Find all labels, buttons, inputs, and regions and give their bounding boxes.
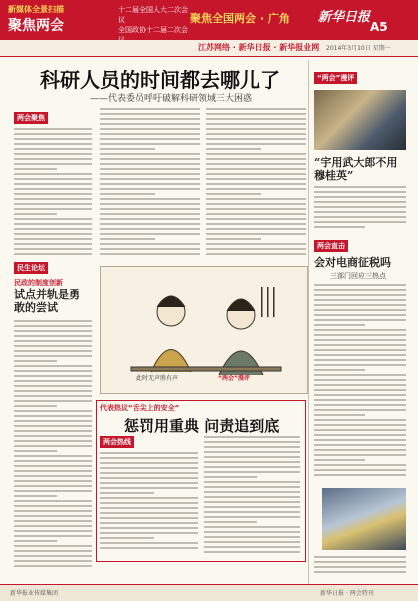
text-line	[100, 203, 200, 205]
session-line2: 全国政协十二届二次会	[118, 26, 188, 34]
text-line	[204, 546, 300, 548]
logo-line1: 新媒体全景扫描	[8, 5, 64, 14]
text-line	[206, 168, 306, 170]
text-line	[314, 419, 406, 421]
text-line	[14, 233, 92, 235]
sub-header-news: 江苏网络 · 新华日报 · 新华报业网	[198, 43, 320, 52]
text-line	[14, 565, 92, 567]
text-line	[314, 299, 406, 301]
text-line	[14, 330, 92, 332]
text-line	[100, 113, 200, 115]
footer-right: 新华日报 · 两会特刊	[320, 590, 374, 597]
text-line	[206, 133, 306, 135]
text-line	[14, 128, 92, 130]
text-line	[14, 158, 92, 160]
text-line	[206, 113, 306, 115]
text-line	[100, 193, 155, 195]
text-lines	[204, 436, 300, 553]
text-line	[100, 527, 198, 529]
text-line	[204, 451, 300, 453]
text-line	[14, 465, 92, 467]
text-line	[14, 505, 92, 507]
text-line	[14, 490, 92, 492]
text-line	[14, 148, 92, 150]
text-line	[314, 304, 406, 306]
article-subtitle: ——代表委员呼吁破解科研领域三大困惑	[90, 94, 253, 104]
text-line	[14, 355, 92, 357]
text-line	[314, 314, 406, 316]
text-line	[100, 547, 198, 549]
text-line	[14, 455, 92, 457]
text-line	[100, 502, 198, 504]
text-line	[314, 409, 406, 411]
text-line	[100, 507, 198, 509]
text-line	[314, 206, 406, 208]
text-line	[100, 233, 200, 235]
text-line	[206, 108, 306, 110]
text-line	[14, 208, 92, 210]
text-line	[14, 360, 57, 362]
text-line	[314, 556, 406, 558]
cartoon-drawing	[101, 267, 307, 393]
text-line	[14, 440, 92, 442]
right-mid-headline: 会对电商征税吗	[314, 256, 391, 269]
text-lines	[314, 556, 406, 573]
middle-column-text-1	[100, 108, 200, 260]
text-line	[206, 203, 306, 205]
text-line	[314, 454, 406, 456]
section-focus: 聚焦全国两会 · 广角	[190, 12, 290, 25]
text-line	[204, 446, 300, 448]
left-column-text-1	[14, 128, 92, 258]
text-line	[206, 163, 306, 165]
left-column-text-2	[14, 320, 92, 570]
text-line	[204, 541, 300, 543]
text-line	[204, 476, 257, 478]
feature-text-1	[100, 452, 198, 556]
text-line	[100, 118, 200, 120]
text-line	[100, 532, 198, 534]
text-line	[100, 462, 198, 464]
text-line	[14, 350, 92, 352]
text-line	[14, 340, 92, 342]
text-line	[14, 395, 92, 397]
text-line	[14, 325, 92, 327]
text-line	[314, 384, 406, 386]
text-line	[100, 487, 198, 489]
text-line	[14, 540, 57, 542]
text-line	[100, 133, 200, 135]
text-line	[100, 143, 200, 145]
text-line	[206, 198, 306, 200]
text-line	[204, 491, 300, 493]
text-line	[206, 238, 261, 240]
text-line	[314, 319, 406, 321]
text-line	[206, 173, 306, 175]
text-line	[14, 168, 57, 170]
text-line	[206, 143, 306, 145]
section-label-left-top: 两会聚焦	[14, 112, 48, 124]
text-line	[206, 118, 306, 120]
text-line	[100, 153, 200, 155]
text-line	[100, 248, 200, 250]
text-line	[314, 571, 406, 573]
text-line	[14, 515, 92, 517]
right-column-text-1	[314, 186, 406, 234]
text-line	[14, 163, 92, 165]
text-line	[14, 153, 92, 155]
text-line	[14, 530, 92, 532]
event-logo	[8, 4, 116, 36]
text-line	[314, 474, 406, 476]
section-label-left-mid: 民生论坛	[14, 262, 48, 274]
text-line	[314, 444, 406, 446]
text-line	[314, 424, 406, 426]
feature-headline: 惩罚用重典 问责追到底	[124, 417, 280, 435]
text-line	[204, 496, 300, 498]
text-line	[100, 243, 200, 245]
text-line	[14, 470, 92, 472]
text-line	[206, 208, 306, 210]
text-line	[14, 535, 92, 537]
text-line	[204, 461, 300, 463]
text-line	[314, 324, 365, 326]
text-line	[100, 148, 155, 150]
text-line	[14, 143, 92, 145]
text-line	[204, 536, 300, 538]
text-line	[206, 158, 306, 160]
page-footer	[0, 584, 418, 601]
text-line	[14, 188, 92, 190]
logo-line2: 聚焦两会	[8, 18, 64, 34]
text-line	[100, 517, 198, 519]
text-line	[314, 434, 406, 436]
text-lines	[314, 284, 406, 476]
right-mid-subhead: 三部门回应三热点	[330, 272, 386, 280]
text-line	[204, 466, 300, 468]
text-line	[14, 370, 92, 372]
text-line	[14, 253, 92, 255]
text-line	[100, 213, 200, 215]
text-line	[14, 480, 92, 482]
text-lines	[100, 108, 200, 255]
text-lines	[100, 452, 198, 549]
text-line	[100, 188, 200, 190]
text-line	[204, 551, 300, 553]
text-line	[206, 153, 306, 155]
text-line	[314, 414, 365, 416]
session-photo	[322, 488, 406, 550]
text-line	[314, 469, 406, 471]
right-top-headline: “宇用武大郎不用穆桂英”	[314, 156, 398, 182]
text-line	[206, 188, 306, 190]
text-line	[314, 369, 365, 371]
text-line	[14, 445, 92, 447]
text-line	[100, 218, 200, 220]
text-line	[14, 183, 92, 185]
text-line	[14, 405, 57, 407]
text-line	[14, 400, 92, 402]
text-line	[314, 404, 406, 406]
left-mid-kicker: 民政的制度创新	[14, 279, 63, 287]
text-line	[204, 521, 257, 523]
text-line	[204, 471, 300, 473]
text-line	[14, 320, 92, 322]
text-line	[206, 213, 306, 215]
cartoon-caption: 此时无声胜有声	[136, 375, 179, 382]
text-line	[14, 390, 92, 392]
text-line	[204, 501, 300, 503]
text-line	[14, 243, 92, 245]
text-line	[314, 294, 406, 296]
text-line	[314, 329, 406, 331]
text-line	[206, 248, 306, 250]
text-line	[14, 138, 92, 140]
text-line	[14, 450, 57, 452]
text-line	[14, 420, 92, 422]
text-line	[206, 223, 306, 225]
text-line	[314, 211, 406, 213]
text-line	[206, 233, 306, 235]
text-line	[14, 430, 92, 432]
text-line	[100, 223, 200, 225]
text-line	[100, 522, 198, 524]
text-line	[314, 186, 406, 188]
text-line	[100, 173, 200, 175]
text-line	[314, 459, 365, 461]
text-line	[314, 221, 406, 223]
text-line	[314, 289, 406, 291]
text-line	[100, 168, 200, 170]
text-line	[100, 238, 155, 240]
cartoon-label: “两会”漫评	[218, 375, 250, 382]
text-line	[14, 238, 92, 240]
text-line	[100, 108, 200, 110]
text-line	[314, 561, 406, 563]
text-line	[314, 439, 406, 441]
text-line	[14, 213, 57, 215]
text-line	[314, 216, 406, 218]
text-line	[100, 467, 198, 469]
cartoon-illustration	[100, 266, 308, 394]
text-line	[206, 148, 261, 150]
text-line	[314, 349, 406, 351]
text-line	[14, 415, 92, 417]
section-label-right-mid: 两会直击	[314, 240, 348, 252]
left-mid-headline: 试点并轨是勇敢的尝试	[14, 288, 80, 314]
text-line	[314, 566, 406, 568]
text-line	[206, 193, 261, 195]
text-line	[14, 525, 92, 527]
text-line	[314, 379, 406, 381]
text-line	[204, 516, 300, 518]
text-line	[14, 203, 92, 205]
footer-left: 新华报业传媒集团	[10, 590, 59, 597]
text-line	[100, 542, 198, 544]
text-line	[14, 555, 92, 557]
feature-section-label: 两会热线	[100, 436, 134, 448]
text-line	[14, 173, 92, 175]
text-line	[206, 128, 306, 130]
text-line	[14, 500, 92, 502]
text-line	[14, 248, 92, 250]
text-line	[206, 253, 306, 255]
text-line	[314, 359, 406, 361]
text-line	[14, 385, 92, 387]
text-line	[314, 394, 406, 396]
text-line	[100, 457, 198, 459]
text-line	[206, 243, 306, 245]
text-line	[14, 365, 92, 367]
right-column-text-2	[314, 284, 406, 482]
text-line	[204, 436, 300, 438]
text-line	[100, 178, 200, 180]
feature-kicker: 代表热议“舌尖上的安全”	[100, 404, 180, 412]
session-line1: 十二届全国人大二次会议	[118, 6, 188, 24]
text-line	[14, 218, 92, 220]
text-line	[14, 178, 92, 180]
text-line	[314, 344, 406, 346]
text-line	[314, 334, 406, 336]
sub-header	[0, 40, 418, 57]
text-line	[314, 364, 406, 366]
text-line	[14, 335, 92, 337]
text-line	[14, 410, 92, 412]
text-line	[206, 218, 306, 220]
text-line	[100, 452, 198, 454]
text-line	[100, 497, 198, 499]
text-line	[204, 441, 300, 443]
text-line	[314, 201, 406, 203]
text-line	[14, 550, 92, 552]
text-lines	[314, 186, 406, 228]
text-line	[206, 123, 306, 125]
text-line	[14, 193, 92, 195]
text-line	[14, 375, 92, 377]
text-line	[314, 226, 365, 228]
text-line	[100, 482, 198, 484]
text-line	[314, 284, 406, 286]
text-line	[314, 354, 406, 356]
text-line	[14, 425, 92, 427]
text-line	[314, 389, 406, 391]
article-title: 科研人员的时间都去哪儿了	[40, 68, 280, 92]
text-line	[14, 228, 92, 230]
text-line	[314, 449, 406, 451]
text-line	[100, 208, 200, 210]
session-names	[118, 5, 190, 45]
text-line	[14, 435, 92, 437]
text-line	[100, 537, 154, 539]
text-line	[204, 526, 300, 528]
text-line	[100, 123, 200, 125]
text-line	[206, 138, 306, 140]
section-label-right-top: “两会”漫评	[314, 72, 357, 84]
text-line	[14, 460, 92, 462]
text-line	[100, 472, 198, 474]
text-line	[100, 253, 200, 255]
text-lines	[14, 128, 92, 255]
text-line	[100, 512, 198, 514]
text-line	[314, 339, 406, 341]
text-line	[204, 506, 300, 508]
text-line	[14, 198, 92, 200]
text-line	[206, 183, 306, 185]
text-line	[100, 198, 200, 200]
text-line	[14, 485, 92, 487]
text-line	[100, 158, 200, 160]
text-line	[14, 133, 92, 135]
text-line	[14, 380, 92, 382]
text-line	[100, 163, 200, 165]
text-line	[100, 228, 200, 230]
text-line	[314, 399, 406, 401]
text-line	[14, 495, 57, 497]
newspaper-brand: 新华日报	[318, 10, 371, 25]
feature-text-2	[204, 436, 300, 556]
text-line	[100, 477, 198, 479]
text-line	[14, 223, 92, 225]
text-line	[14, 545, 92, 547]
page-number: A5	[370, 20, 388, 34]
text-line	[314, 374, 406, 376]
text-line	[206, 178, 306, 180]
text-line	[206, 228, 306, 230]
text-line	[204, 531, 300, 533]
text-line	[14, 520, 92, 522]
text-line	[204, 511, 300, 513]
text-line	[100, 183, 200, 185]
text-lines	[14, 320, 92, 567]
right-column-text-3	[314, 556, 406, 580]
text-line	[14, 560, 92, 562]
text-line	[14, 345, 92, 347]
text-line	[100, 492, 154, 494]
text-line	[100, 128, 200, 130]
text-line	[314, 196, 406, 198]
text-line	[100, 138, 200, 140]
issue-date: 2014年3月10日 星期一	[326, 45, 391, 52]
text-line	[314, 429, 406, 431]
text-line	[14, 475, 92, 477]
text-line	[14, 510, 92, 512]
text-line	[314, 191, 406, 193]
text-line	[204, 481, 300, 483]
cartoon-thumbnail	[314, 90, 406, 150]
text-lines	[206, 108, 306, 255]
middle-column-text-2	[206, 108, 306, 260]
text-line	[314, 464, 406, 466]
text-line	[204, 456, 300, 458]
text-line	[314, 309, 406, 311]
text-line	[204, 486, 300, 488]
